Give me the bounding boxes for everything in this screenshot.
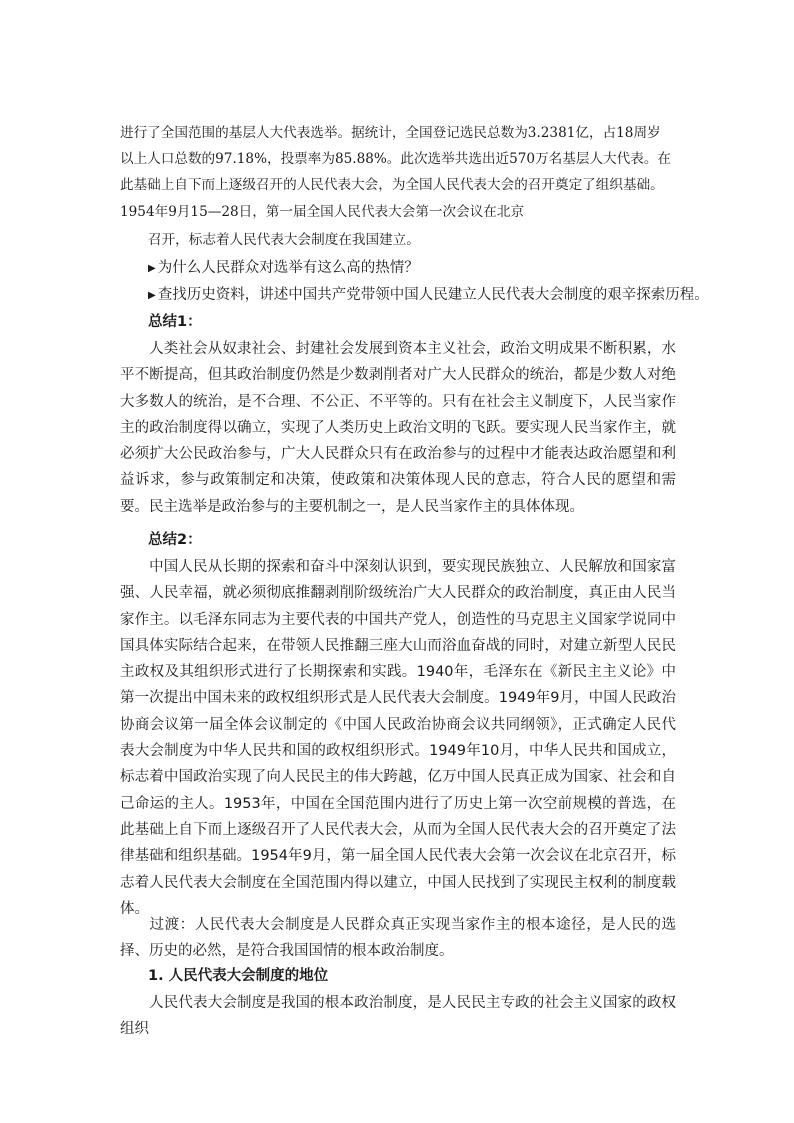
triangle-bullet-icon: ▶: [148, 263, 156, 274]
intro-line: 1954年9月15—28日，第一届全国人民代表大会第一次会议在北京: [120, 204, 525, 220]
intro-line: 以上人口总数的97.18%，投票率为85.88%。此次选举共选出近570万名基层人大代表。在: [120, 151, 672, 167]
section1-heading: 1. 人民代表大会制度的地位: [148, 968, 329, 984]
summary1-heading: 总结1：: [148, 314, 202, 330]
transition-text: 过渡：人民代表大会制度是人民群众真正实现当家作主的根本途径，是人民的选择、历史的必然，是符合我国国情的根本政治制度。: [120, 917, 676, 960]
section1-text: 人民代表大会制度是我国的根本政治制度，是人民民主专政的社会主义国家的政权组织: [120, 995, 676, 1038]
question-text: 为什么人民群众对选举有这么高的热情？: [157, 260, 419, 276]
transition-paragraph: [120, 912, 676, 965]
intro-line: 召开，标志着人民代表大会制度在我国建立。: [148, 232, 420, 248]
triangle-bullet-icon: ▶: [148, 290, 156, 301]
question-item: [148, 258, 419, 280]
section1-paragraph: [120, 990, 676, 1043]
summary2-text: 中国人民从长期的探索和奋斗中深刻认识到，要实现民族独立、人民解放和国家富强、人民幸福，就必须彻底推翻剥削阶级统治广大人民群众的政治制度，真正由人民当家作主。以毛泽东同志为主要代表的中国共产党人，创造性的马克思主义国家学说同中国具体实际结合起来，在带领人民推翻三座大山而浴血奋战的同时，对建立新型人民民主政权及其组织形式进行了长期探索和实践。1940年，毛泽东在《新民主主义论》中第一次提出中国未来的政权组织形式是人民代表大会制度。1949年9月，中国人民政治协商会议第一届全体会议制定的《中国人民政治协商会议共同纲领》，正式确定人民代表大会制度为中华人民共和国的政权组织形式。1949年10月，中华人民共和国成立，标志着中国政治实现了向人民民主的伟大跨越，亿万中国人民真正成为国家、社会和自己命运的主人。1953年，中国在全国范围内进行了历史上第一次空前规模的普选，在此基础上自下而上逐级召开了人民代表大会，从而为全国人民代表大会的召开奠定了法律基础和组织基础。1954年9月，第一届全国人民代表大会第一次会议在北京召开，标志着人民代表大会制度在全国范围内得以建立，中国人民找到了实现民主权利的制度载体。: [120, 559, 676, 917]
question-text: 查找历史资料，讲述中国共产党带领中国人民建立人民代表大会制度的艰辛探索历程。: [157, 287, 709, 303]
summary1-paragraph: [120, 336, 676, 520]
summary2-heading: 总结2：: [148, 532, 202, 548]
intro-line: 此基础上自下而上逐级召开的人民代表大会，为全国人民代表大会的召开奠定了组织基础。: [120, 177, 664, 193]
question-item: [148, 285, 709, 307]
summary2-paragraph: [120, 554, 676, 922]
summary1-text: 人类社会从奴隶社会、封建社会发展到资本主义社会，政治文明成果不断积累，水平不断提高，但其政治制度仍然是少数剥削者对广大人民群众的统治，都是少数人对绝大多数人的统治，是不合理、不公正、不平等的。只有在社会主义制度下，人民当家作主的政治制度得以确立，实现了人类历史上政治文明的飞跃。要实现人民当家作主，就必须扩大公民政治参与，广大人民群众只有在政治参与的过程中才能表达政治愿望和利益诉求，参与政策制定和决策，使政策和决策体现人民的意志，符合人民的愿望和需要。民主选举是政治参与的主要机制之一，是人民当家作主的具体体现。: [120, 341, 676, 515]
intro-line: 进行了全国范围的基层人大代表选举。据统计，全国登记选民总数为3.2381亿，占18周岁: [120, 125, 661, 141]
